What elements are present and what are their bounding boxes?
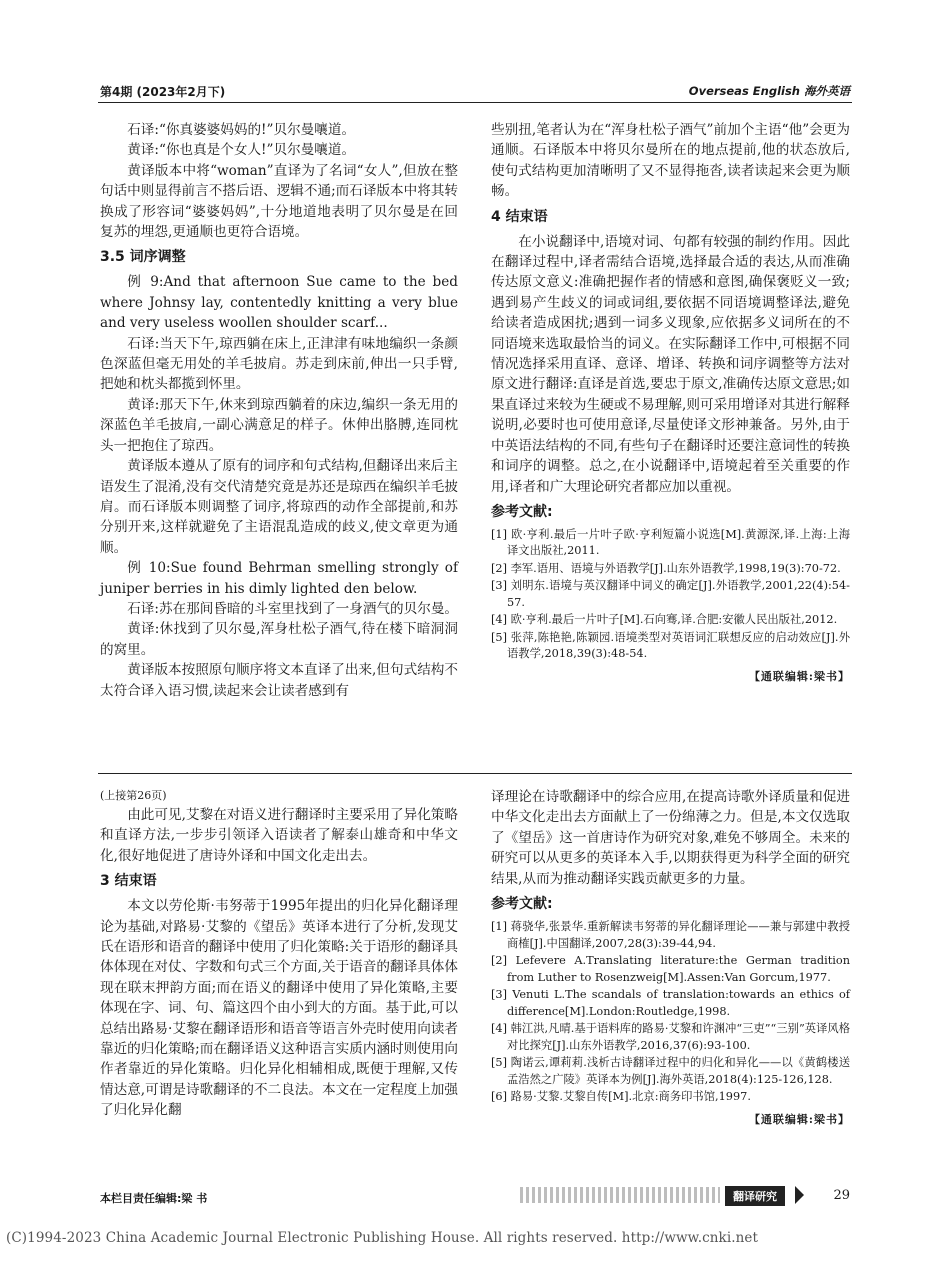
references-heading: 参考文献: (491, 503, 553, 520)
article-divider (98, 773, 852, 774)
paragraph: 例 9:And that afternoon Sue came to the bed where Johnsy lay, contentedly knitting a very blue and very useless woollen shoulder scarf... (100, 274, 458, 332)
bottom-left-column (100, 787, 458, 1121)
issue-label: 第4期 (2023年2月下) (100, 85, 226, 99)
footer-stripes (520, 1187, 720, 1203)
references-heading: 参考文献: (491, 896, 553, 913)
paragraph: 些别扭,笔者认为在“浑身杜松子酒气”前加个主语“他”会更为通顺。石译版本中将贝尔曼所在的地点提前,他的状态放后,使句式结构更加清晰明了又不显得拖沓,读者读起来会更为顺畅。 (491, 122, 850, 200)
section-heading: 3.5 词序调整 (100, 249, 186, 266)
reference-list (491, 919, 850, 1106)
reference-item: [1] 欧·亨利.最后一片叶子欧·亨利短篇小说选[M].黄源深,译.上海:上海译文出版社,2011. (491, 527, 850, 558)
top-left-column (100, 120, 458, 701)
reference-item: [3] Venuti L.The scandals of translation:towards an ethics of difference[M].London:Routledge,1998. (491, 988, 850, 1018)
reference-item: [1] 蒋骁华,张景华.重新解读韦努蒂的异化翻译理论——兼与郭建中教授商榷[J].中国翻译,2007,28(3):39-44,94. (491, 920, 850, 950)
top-right-column (491, 120, 850, 687)
paragraph: 黄译版本遵从了原有的词序和句式结构,但翻译出来后主语发生了混淆,没有交代清楚究竟是苏还是琼西在编织羊毛披肩。而石译版本则调整了词序,将琼西的动作全部提前,和苏分别开来,这样就避免了主语混乱造成的歧义,使文章更为通顺。 (100, 458, 458, 556)
journal-name: Overseas English 海外英语 (688, 84, 850, 98)
section-heading: 4 结束语 (491, 208, 548, 225)
paragraph: 由此可见,艾黎在对语义进行翻译时主要采用了异化策略和直译方法,一步步引领译入语读者了解泰山雄奇和中华文化,很好地促进了唐诗外译和中国文化走出去。 (100, 807, 458, 864)
paragraph: 黄译:“你也真是个女人!”贝尔曼嚷道。 (127, 142, 356, 159)
reference-item: [5] 张萍,陈艳艳,陈颖园.语境类型对英语词汇联想反应的启动效应[J].外语教学,2018,39(3):48-54. (491, 630, 850, 661)
reference-list (491, 527, 850, 663)
reference-item: [6] 路易·艾黎.艾黎自传[M].北京:商务印书馆,1997. (491, 1090, 751, 1104)
reference-item: [4] 欧·亨利.最后一片叶子[M].石向骞,译.合肥:安徽人民出版社,2012. (491, 613, 838, 627)
column-editor: 本栏目责任编辑:梁 书 (100, 1192, 208, 1205)
section-heading: 3 结束语 (100, 873, 157, 890)
paragraph: 石译:苏在那间昏暗的斗室里找到了一身酒气的贝尔曼。 (127, 600, 459, 617)
reference-item: [3] 刘明东.语境与英汉翻译中词义的确定[J].外语教学,2001,22(4):54-57. (491, 579, 850, 609)
section-brand: 翻译研究 (725, 1186, 785, 1206)
arrow-icon (795, 1186, 804, 1204)
reference-item: [2] Lefevere A.Translating literature:the German tradition from Luther to Rosenzweig[M].Assen:Van Gorcum,1977. (491, 954, 850, 984)
paragraph: 黄译版本中将“woman”直译为了名词“女人”,但放在整句话中则显得前言不搭后语、逻辑不通;而石译版本中将其转换成了形容词“婆婆妈妈”,十分地道地表明了贝尔曼是在回复苏的埋怨,更通顺也更符合语境。 (100, 162, 459, 241)
paragraph: 石译:当天下午,琼西躺在床上,正津津有味地编织一条颜色深蓝但毫无用处的羊毛披肩。苏走到床前,伸出一只手臂,把她和枕头都揽到怀里。 (100, 335, 458, 393)
liaison-editor: 【通联编辑:梁书】 (748, 1112, 850, 1126)
paragraph: 本文以劳伦斯·韦努蒂于1995年提出的归化异化翻译理论为基础,对路易·艾黎的《望岳》英译本进行了分析,发现艾氏在语形和语音的翻译中使用了归化策略:关于语形的翻译具体体现在对仗、字数和句式三个方面,关于语音的翻译具体体现在联末押韵方面;而在语义的翻译中使用了异化策略,主要体现在字、词、句、篇这四个由小到大的方面。基于此,可以总结出路易·艾黎在翻译语形和语音等语言外壳时使用向读者靠近的归化策略;而在翻译语义这种语言实质内涵时则使用向作者靠近的异化策略。归化异化相辅相成,既便于理解,又传情达意,可谓是诗歌翻译的不二良法。本文在一定程度上加强了归化异化翻 (100, 898, 459, 1119)
copyright-notice: (C)1994-2023 China Academic Journal Electronic Publishing House. All rights reserved. http://www.cnki.net (6, 1230, 759, 1246)
paragraph: 黄译:休找到了贝尔曼,浑身杜松子酒气,待在楼下暗洞洞的窝里。 (100, 621, 458, 658)
paragraph: 黄译:那天下午,休来到琼西躺着的床边,编织一条无用的深蓝色羊毛披肩,一副心满意足的样子。休伸出胳膊,连同枕头一把抱住了琼西。 (100, 396, 458, 454)
page-number: 29 (833, 1188, 850, 1203)
paragraph: 译理论在诗歌翻译中的综合应用,在提高诗歌外译质量和促进中华文化走出去方面献上了一份绵薄之力。但是,本文仅选取了《望岳》这一首唐诗作为研究对象,难免不够周全。未来的研究可以从更多的英译本入手,以期获得更为科学全面的研究结果,从而为推动翻译实践贡献更多的力量。 (491, 789, 850, 887)
paragraph: 在小说翻译中,语境对词、句都有较强的制约作用。因此在翻译过程中,译者需结合语境,选择最合适的表达,从而准确传达原文意义:准确把握作者的情感和意图,确保褒贬义一致;遇到易产生歧义的词或词组,要依据不同语境调整译法,避免给读者造成困扰;遇到一词多义现象,应依据多义词所在的不同语境来选取最恰当的词义。在实际翻译工作中,可根据不同情况选择采用直译、意译、增译、转换和词序调整等方法对原文进行翻译:直译是首选,要忠于原文,准确传达原文意思;如果直译过来较为生硬或不易理解,则可采用增译对其进行解释说明,必要时也可使用意译,尽量使译文形神兼备。另外,由于中英语法结构的不同,有些句子在翻译时还要注意词性的转换和词序的调整。总之,在小说翻译中,语境起着至关重要的作用,译者和广大理论研究者都应加以重视。 (491, 233, 850, 495)
reference-item: [4] 韩江洪,凡晴.基于语料库的路易·艾黎和许渊冲“三吏”“三别”英译风格对比探究[J].山东外语教学,2016,37(6):93-100. (491, 1022, 850, 1052)
bottom-right-column (491, 787, 850, 1130)
paragraph: 黄译版本按照原句顺序将文本直译了出来,但句式结构不太符合译入语习惯,读起来会让读者感到有 (100, 662, 458, 699)
continued-note: (上接第26页) (100, 789, 167, 802)
reference-item: [2] 李军.语用、语境与外语教学[J].山东外语教学,1998,19(3):70-72. (491, 561, 841, 575)
paragraph: 例 10:Sue found Behrman smelling strongly of juniper berries in his dimly lighted den below. (100, 560, 458, 597)
paragraph: 石译:“你真婆婆妈妈的!”贝尔曼嚷道。 (127, 122, 356, 138)
reference-item: [5] 陶诺云,谭莉莉.浅析古诗翻译过程中的归化和异化——以《黄鹤楼送孟浩然之广陵》英译本为例[J].海外英语,2018(4):125-126,128. (491, 1056, 850, 1086)
liaison-editor: 【通联编辑:梁书】 (748, 669, 850, 683)
header-rule (98, 102, 852, 103)
